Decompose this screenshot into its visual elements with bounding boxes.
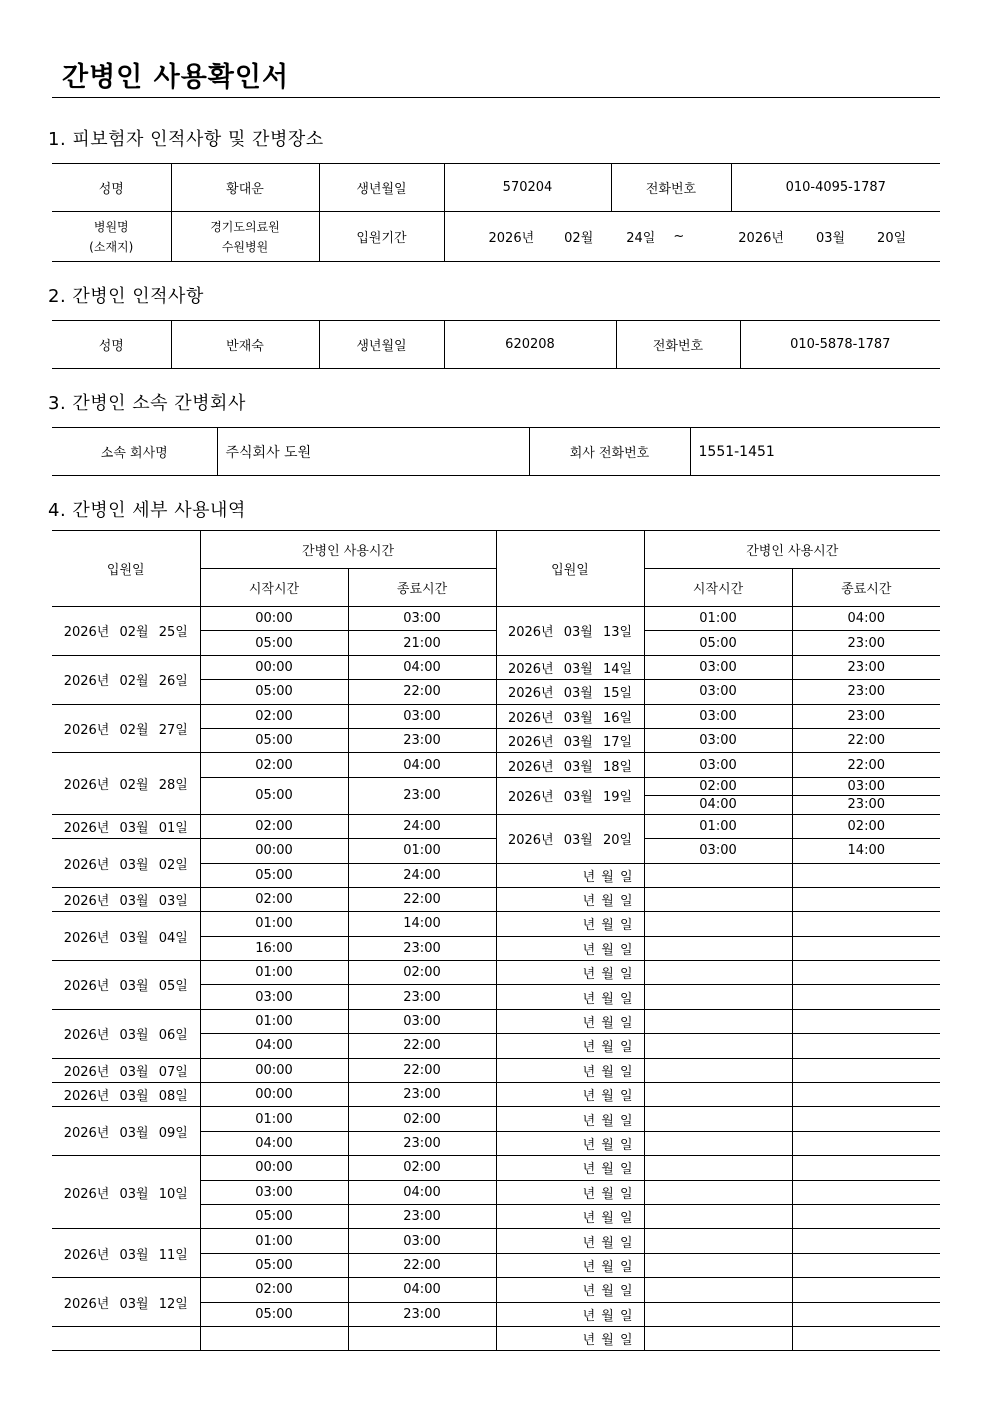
right-empty-date: 년 월 일 — [496, 1083, 644, 1107]
right-empty-cell — [792, 887, 940, 911]
usage-row — [52, 887, 940, 911]
left-date: 2026년 02월 26일 — [52, 655, 200, 704]
usage-row — [52, 753, 940, 777]
left-start-time: 02:00 — [200, 704, 348, 728]
right-end-time: 04:00 — [792, 607, 940, 631]
caregiver-phone-label: 전화번호 — [616, 321, 740, 369]
left-start-time: 02:00 — [200, 1278, 348, 1302]
period-tilde: ~ — [673, 229, 685, 244]
right-date: 2026년 03월 15일 — [496, 680, 644, 704]
section-3-heading: 3. 간병인 소속 간병회사 — [48, 393, 246, 414]
right-empty-cell — [644, 1253, 792, 1277]
right-empty-cell — [792, 1326, 940, 1350]
left-end-time: 23:00 — [348, 985, 496, 1009]
header-date-right: 입원일 — [496, 531, 644, 607]
usage-rows — [52, 607, 940, 1351]
right-empty-date: 년 월 일 — [496, 1229, 644, 1253]
right-end-time — [792, 777, 940, 814]
right-start-time: 03:00 — [644, 704, 792, 728]
period-from-day: 24일 — [626, 231, 656, 246]
left-start-time: 16:00 — [200, 936, 348, 960]
usage-row — [52, 1083, 940, 1107]
right-empty-cell — [644, 1034, 792, 1058]
left-end-time: 23:00 — [348, 1083, 496, 1107]
left-start-time: 05:00 — [200, 863, 348, 887]
right-empty-cell — [644, 1131, 792, 1155]
right-date: 2026년 03월 17일 — [496, 728, 644, 752]
right-start-time: 03:00 — [644, 753, 792, 777]
right-empty-date: 년 월 일 — [496, 1204, 644, 1228]
right-empty-date: 년 월 일 — [496, 1034, 644, 1058]
caregiver-birth: 620208 — [444, 321, 616, 369]
left-end-time: 03:00 — [348, 1229, 496, 1253]
left-start-time: 00:00 — [200, 607, 348, 631]
usage-row — [52, 1278, 940, 1302]
right-end-time: 23:00 — [792, 655, 940, 679]
left-empty-cell — [52, 1326, 200, 1350]
right-empty-date: 년 월 일 — [496, 912, 644, 936]
left-start-time: 01:00 — [200, 1107, 348, 1131]
right-empty-cell — [644, 1009, 792, 1033]
section-2-heading: 2. 간병인 인적사항 — [48, 286, 204, 307]
right-empty-cell — [792, 1302, 940, 1326]
right-end-time: 02:00 — [792, 814, 940, 838]
left-date: 2026년 03월 07일 — [52, 1058, 200, 1082]
usage-row — [52, 814, 940, 838]
right-empty-date: 년 월 일 — [496, 1302, 644, 1326]
right-date: 2026년 03월 13일 — [496, 607, 644, 656]
left-date: 2026년 03월 02일 — [52, 839, 200, 888]
right-empty-cell — [792, 1034, 940, 1058]
insured-birth-label: 생년월일 — [319, 164, 444, 212]
right-end-time: 22:00 — [792, 753, 940, 777]
hospital-label — [52, 212, 171, 262]
right-empty-cell — [792, 1156, 940, 1180]
right-empty-cell — [644, 961, 792, 985]
left-end-time: 03:00 — [348, 1009, 496, 1033]
right-empty-date: 년 월 일 — [496, 887, 644, 911]
usage-row — [52, 961, 940, 985]
split-times — [645, 778, 792, 814]
header-start-right: 시작시간 — [644, 569, 792, 607]
hospital-name-line2: 수원병원 — [221, 239, 269, 254]
right-date: 2026년 03월 20일 — [496, 814, 644, 863]
left-end-time: 24:00 — [348, 863, 496, 887]
company-name-label: 소속 회사명 — [52, 428, 217, 476]
left-end-time: 04:00 — [348, 753, 496, 777]
insured-name: 황대운 — [171, 164, 319, 212]
right-empty-cell — [644, 1278, 792, 1302]
right-date: 2026년 03월 14일 — [496, 655, 644, 679]
period-to-day: 20일 — [877, 231, 907, 246]
company-phone-label: 회사 전화번호 — [529, 428, 690, 476]
right-empty-cell — [792, 1278, 940, 1302]
header-date-left: 입원일 — [52, 531, 200, 607]
right-empty-cell — [792, 1009, 940, 1033]
right-empty-cell — [792, 961, 940, 985]
right-empty-date: 년 월 일 — [496, 1058, 644, 1082]
header-usage-time-left: 간병인 사용시간 — [200, 531, 496, 569]
left-date: 2026년 03월 08일 — [52, 1083, 200, 1107]
caregiver-birth-label: 생년월일 — [319, 321, 444, 369]
usage-row — [52, 704, 940, 728]
header-end-right: 종료시간 — [792, 569, 940, 607]
left-date: 2026년 03월 09일 — [52, 1107, 200, 1156]
right-empty-date: 년 월 일 — [496, 863, 644, 887]
left-start-time: 02:00 — [200, 814, 348, 838]
split-time: 23:00 — [847, 797, 885, 813]
left-end-time: 22:00 — [348, 1253, 496, 1277]
left-empty-cell — [348, 1326, 496, 1350]
left-start-time: 05:00 — [200, 1302, 348, 1326]
usage-row — [52, 1229, 940, 1253]
company-info-table — [52, 427, 940, 476]
admission-period-label: 입원기간 — [319, 212, 444, 262]
right-empty-cell — [792, 912, 940, 936]
usage-row — [52, 1058, 940, 1082]
right-empty-cell — [644, 1302, 792, 1326]
header-usage-time-right: 간병인 사용시간 — [644, 531, 940, 569]
title-underline — [52, 97, 940, 98]
right-start-time — [644, 777, 792, 814]
split-time: 03:00 — [793, 778, 941, 797]
right-end-time: 23:00 — [792, 680, 940, 704]
right-empty-date: 년 월 일 — [496, 1107, 644, 1131]
insured-name-label: 성명 — [52, 164, 171, 212]
insured-phone: 010-4095-1787 — [731, 164, 940, 212]
company-phone: 1551-1451 — [690, 428, 940, 476]
left-date: 2026년 02월 28일 — [52, 753, 200, 814]
right-empty-cell — [792, 1229, 940, 1253]
left-start-time: 05:00 — [200, 777, 348, 814]
usage-row — [52, 912, 940, 936]
left-start-time: 01:00 — [200, 1009, 348, 1033]
left-start-time: 00:00 — [200, 1156, 348, 1180]
left-end-time: 02:00 — [348, 961, 496, 985]
right-date: 2026년 03월 18일 — [496, 753, 644, 777]
right-empty-cell — [792, 1180, 940, 1204]
section-1-heading: 1. 피보험자 인적사항 및 간병장소 — [48, 129, 324, 150]
left-start-time: 00:00 — [200, 1058, 348, 1082]
right-empty-date: 년 월 일 — [496, 985, 644, 1009]
right-empty-date: 년 월 일 — [496, 961, 644, 985]
right-empty-date: 년 월 일 — [496, 1180, 644, 1204]
right-empty-cell — [644, 1326, 792, 1350]
right-empty-date: 년 월 일 — [496, 1131, 644, 1155]
left-end-time: 22:00 — [348, 1058, 496, 1082]
period-to-month: 03월 — [815, 231, 846, 246]
right-empty-cell — [644, 912, 792, 936]
header-start-left: 시작시간 — [200, 569, 348, 607]
right-start-time: 03:00 — [644, 655, 792, 679]
company-name: 주식회사 도원 — [217, 428, 529, 476]
right-empty-cell — [792, 1083, 940, 1107]
caregiver-info-table — [52, 320, 940, 369]
right-start-time: 05:00 — [644, 631, 792, 655]
right-end-time: 14:00 — [792, 839, 940, 863]
left-start-time: 05:00 — [200, 1204, 348, 1228]
left-end-time: 22:00 — [348, 887, 496, 911]
left-date: 2026년 03월 01일 — [52, 814, 200, 838]
left-start-time: 01:00 — [200, 912, 348, 936]
left-empty-cell — [200, 1326, 348, 1350]
left-end-time: 02:00 — [348, 1156, 496, 1180]
period-to-year: 2026년 — [738, 231, 784, 246]
left-start-time: 03:00 — [200, 1180, 348, 1204]
left-end-time: 02:00 — [348, 1107, 496, 1131]
split-time: 04:00 — [699, 797, 737, 813]
right-date: 2026년 03월 16일 — [496, 704, 644, 728]
left-start-time: 04:00 — [200, 1131, 348, 1155]
left-end-time: 23:00 — [348, 1131, 496, 1155]
right-start-time: 03:00 — [644, 839, 792, 863]
left-date: 2026년 02월 27일 — [52, 704, 200, 753]
right-end-time: 23:00 — [792, 704, 940, 728]
right-empty-cell — [792, 985, 940, 1009]
right-empty-cell — [792, 936, 940, 960]
left-end-time: 03:00 — [348, 607, 496, 631]
insured-phone-label: 전화번호 — [611, 164, 731, 212]
left-end-time: 23:00 — [348, 1204, 496, 1228]
left-end-time: 24:00 — [348, 814, 496, 838]
left-start-time: 00:00 — [200, 655, 348, 679]
left-date: 2026년 03월 03일 — [52, 887, 200, 911]
right-empty-cell — [792, 1131, 940, 1155]
right-empty-date: 년 월 일 — [496, 1156, 644, 1180]
left-end-time: 23:00 — [348, 936, 496, 960]
right-end-time: 23:00 — [792, 631, 940, 655]
right-end-time: 22:00 — [792, 728, 940, 752]
right-empty-cell — [644, 1156, 792, 1180]
right-empty-cell — [644, 1229, 792, 1253]
left-end-time: 04:00 — [348, 1278, 496, 1302]
left-end-time: 04:00 — [348, 655, 496, 679]
left-start-time: 00:00 — [200, 839, 348, 863]
caregiver-name-label: 성명 — [52, 321, 171, 369]
hospital-label-line1: 병원명 — [93, 219, 129, 234]
left-start-time: 00:00 — [200, 1083, 348, 1107]
left-start-time: 05:00 — [200, 631, 348, 655]
right-start-time: 01:00 — [644, 814, 792, 838]
left-start-time: 02:00 — [200, 887, 348, 911]
period-from-year: 2026년 — [488, 231, 535, 246]
left-end-time: 23:00 — [348, 1302, 496, 1326]
left-end-time: 23:00 — [348, 728, 496, 752]
right-empty-cell — [792, 1204, 940, 1228]
left-date: 2026년 03월 10일 — [52, 1156, 200, 1229]
usage-row — [52, 1156, 940, 1180]
right-empty-cell — [644, 1204, 792, 1228]
right-empty-cell — [644, 1107, 792, 1131]
right-empty-date: 년 월 일 — [496, 936, 644, 960]
usage-row — [52, 1009, 940, 1033]
right-empty-date: 년 월 일 — [496, 1009, 644, 1033]
right-empty-cell — [644, 863, 792, 887]
left-end-time: 14:00 — [348, 912, 496, 936]
left-start-time: 01:00 — [200, 1229, 348, 1253]
right-empty-cell — [644, 936, 792, 960]
right-start-time: 03:00 — [644, 680, 792, 704]
caregiver-phone: 010-5878-1787 — [740, 321, 940, 369]
right-start-time: 01:00 — [644, 607, 792, 631]
right-empty-cell — [792, 1253, 940, 1277]
right-empty-cell — [644, 1180, 792, 1204]
usage-row — [52, 1107, 940, 1131]
insured-info-table — [52, 163, 940, 262]
left-start-time: 04:00 — [200, 1034, 348, 1058]
left-date: 2026년 03월 12일 — [52, 1278, 200, 1327]
left-end-time: 23:00 — [348, 777, 496, 814]
left-start-time: 03:00 — [200, 985, 348, 1009]
right-empty-cell — [644, 887, 792, 911]
left-end-time: 04:00 — [348, 1180, 496, 1204]
right-empty-cell — [644, 1058, 792, 1082]
hospital-label-line2: (소재지) — [89, 239, 134, 254]
left-start-time: 02:00 — [200, 753, 348, 777]
admission-period — [444, 212, 940, 262]
right-start-time: 03:00 — [644, 728, 792, 752]
right-empty-date: 년 월 일 — [496, 1278, 644, 1302]
left-date: 2026년 03월 11일 — [52, 1229, 200, 1278]
right-empty-date: 년 월 일 — [496, 1253, 644, 1277]
hospital-name-line1: 경기도의료원 — [210, 219, 280, 234]
usage-row — [52, 607, 940, 631]
right-empty-cell — [644, 985, 792, 1009]
right-date: 2026년 03월 19일 — [496, 777, 644, 814]
usage-row — [52, 655, 940, 679]
usage-detail-table — [52, 530, 940, 1351]
left-date: 2026년 03월 04일 — [52, 912, 200, 961]
split-times — [793, 778, 941, 814]
left-end-time: 22:00 — [348, 1034, 496, 1058]
split-time: 02:00 — [645, 778, 792, 797]
header-end-left: 종료시간 — [348, 569, 496, 607]
right-empty-cell — [792, 1058, 940, 1082]
section-4-heading: 4. 간병인 세부 사용내역 — [48, 500, 246, 521]
left-start-time: 05:00 — [200, 1253, 348, 1277]
left-date: 2026년 03월 05일 — [52, 961, 200, 1010]
left-start-time: 05:00 — [200, 728, 348, 752]
caregiver-name: 반재숙 — [171, 321, 319, 369]
left-start-time: 05:00 — [200, 680, 348, 704]
left-end-time: 03:00 — [348, 704, 496, 728]
document-title: 간병인 사용확인서 — [62, 62, 290, 93]
left-date: 2026년 02월 25일 — [52, 607, 200, 656]
left-end-time: 22:00 — [348, 680, 496, 704]
right-empty-cell — [792, 863, 940, 887]
right-empty-cell — [792, 1107, 940, 1131]
usage-row — [52, 1326, 940, 1350]
period-from-month: 02월 — [564, 231, 594, 246]
hospital-name — [171, 212, 319, 262]
right-empty-cell — [644, 1083, 792, 1107]
left-end-time: 01:00 — [348, 839, 496, 863]
left-date: 2026년 03월 06일 — [52, 1009, 200, 1058]
left-end-time: 21:00 — [348, 631, 496, 655]
insured-birth: 570204 — [444, 164, 611, 212]
left-start-time: 01:00 — [200, 961, 348, 985]
right-empty-date: 년 월 일 — [496, 1326, 644, 1350]
